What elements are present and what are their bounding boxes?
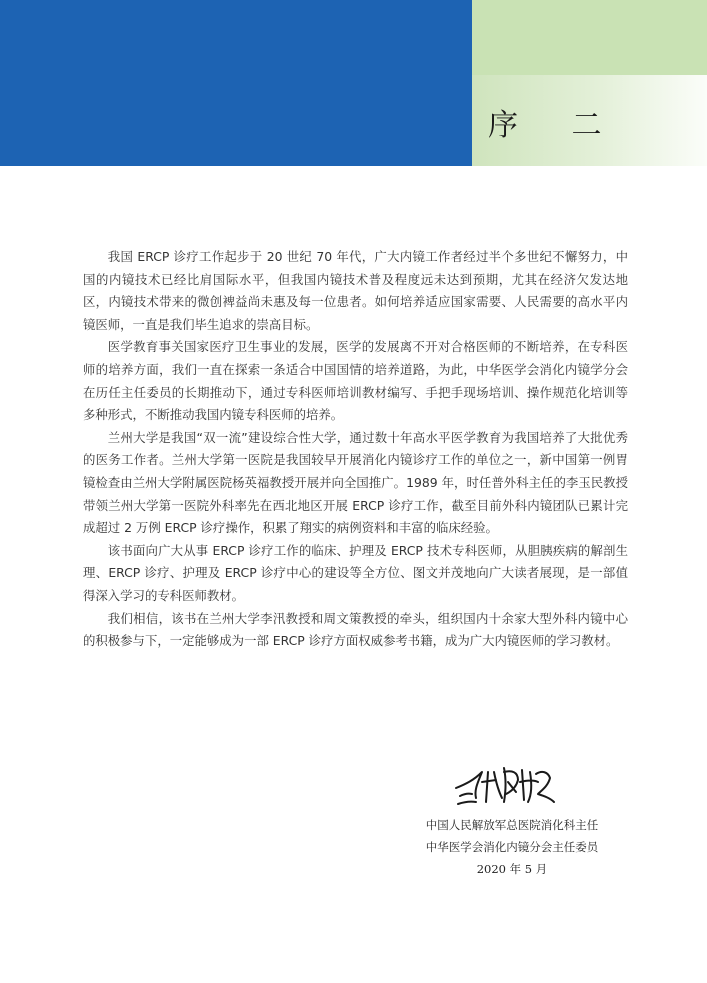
signature-block [412, 814, 612, 880]
signature-date: 2020 年 5 月 [476, 862, 548, 876]
paragraph: 该书面向广大从事 ERCP 诊疗工作的临床、护理及 ERCP 技术专科医师，从胆胰疾病的解剖生理、ERCP 诊疗、护理及 ERCP 诊疗中心的建设等全方位、图文并茂地向广大读者展现，是一部值得深入学习的专科医师教材。 [83, 542, 628, 603]
paragraph: 医学教育事关国家医疗卫生事业的发展，医学的发展离不开对合格医师的不断培养，在专科医师的培养方面，我们一直在探索一条适合中国国情的培养道路，为此，中华医学会消化内镜学分会在历任主任委员的长期推动下，通过专科医师培训教材编写、手把手现场培训、操作规范化培训等多种形式，不断推动我国内镜专科医师的培养。 [83, 339, 628, 423]
signer-title-1: 中国人民解放军总医院消化科主任 [425, 818, 599, 832]
handwritten-signature [452, 758, 557, 810]
header-green-band [472, 0, 707, 75]
preface-body [83, 246, 628, 653]
paragraph: 我国 ERCP 诊疗工作起步于 20 世纪 70 年代，广大内镜工作者经过半个多世纪不懈努力，中国的内镜技术已经比肩国际水平，但我国内镜技术普及程度远未达到预期，尤其在经济欠发达地区，内镜技术带来的微创裨益尚未惠及每一位患者。如何培养适应国家需要、人民需要的高水平内镜医师，一直是我们毕生追求的崇高目标。 [83, 249, 628, 332]
page-title: 序 二 [488, 108, 624, 143]
signer-title-2: 中华医学会消化内镜分会主任委员 [425, 840, 599, 854]
paragraph: 兰州大学是我国“双一流”建设综合性大学，通过数十年高水平医学教育为我国培养了大批优秀的医务工作者。兰州大学第一医院是我国较早开展消化内镜诊疗工作的单位之一，新中国第一例胃镜检查由兰州大学附属医院杨英福教授开展并向全国推广。1989 年，时任普外科主任的李玉民教授带领兰州大学第一医院外科率先在西北地区开展 ERCP 诊疗工作，截至目前外科内镜团队已累计完成超过 2 万例 ERCP 诊疗操作，积累了翔实的病例资料和丰富的临床经验。 [83, 429, 628, 536]
header-blue-band [0, 0, 472, 166]
paragraph: 我们相信，该书在兰州大学李汛教授和周文策教授的牵头，组织国内十余家大型外科内镜中心的积极参与下，一定能够成为一部 ERCP 诊疗方面权威参考书籍，成为广大内镜医师的学习教材。 [83, 610, 628, 649]
